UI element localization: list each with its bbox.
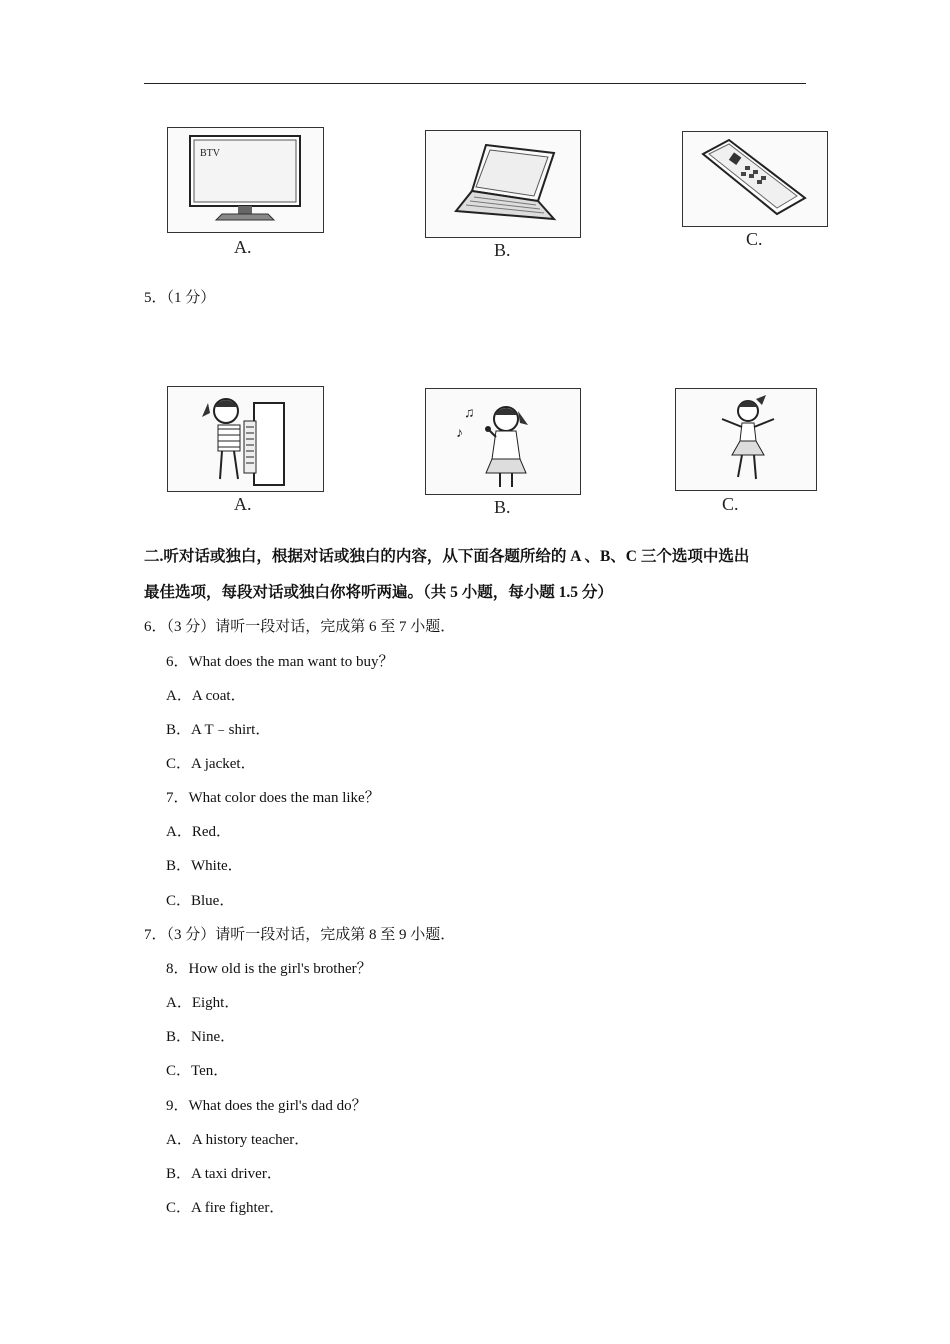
laptop-icon <box>426 131 579 236</box>
phone-icon <box>683 132 826 225</box>
q5-label: 5．（1 分） <box>144 290 216 306</box>
svg-text:♪: ♪ <box>456 426 463 441</box>
q7-sub2-option-b: B．A taxi driver． <box>166 1166 282 1182</box>
q7-sub1-option-b: B．Nine． <box>166 1029 236 1045</box>
q6-sub1-option-b: B．A T﹣shirt． <box>166 722 271 738</box>
q7-header: 7．（3 分）请听一段对话，完成第 8 至 9 小题． <box>144 927 456 943</box>
q6-sub2-question: 7．What color does the man like？ <box>166 790 380 806</box>
header-rule <box>144 83 806 84</box>
q7-sub1-question: 8．How old is the girl's brother？ <box>166 961 372 977</box>
girl-piano-icon <box>168 387 322 490</box>
tv-screen-text: BTV <box>200 148 220 159</box>
q6-sub2-option-c: C．Blue． <box>166 893 235 909</box>
q6-sub2-option-b: B．White． <box>166 858 243 874</box>
option-a-piano-picture <box>167 386 324 492</box>
option-b2-letter: B. <box>494 497 511 517</box>
girl-dancing-icon <box>676 389 815 489</box>
q6-sub1-option-c: C．A jacket． <box>166 756 256 772</box>
option-a2-letter: A. <box>234 494 252 514</box>
option-c-letter: C. <box>746 229 763 249</box>
section2-heading-line1: 二.听对话或独白，根据对话或独白的内容，从下面各题所给的 A 、B、C 三个选项中选出 <box>144 548 750 565</box>
option-a-letter: A. <box>234 237 252 257</box>
option-b-letter: B. <box>494 240 511 260</box>
q7-sub2-option-c: C．A fire fighter． <box>166 1200 285 1216</box>
option-b-singing-picture <box>425 388 581 495</box>
q7-sub1-option-c: C．Ten． <box>166 1063 229 1079</box>
q7-sub1-option-a: A．Eight． <box>166 995 240 1011</box>
svg-text:♫: ♫ <box>464 406 475 421</box>
q6-sub1-option-a: A．A coat． <box>166 688 246 704</box>
option-a-tv-picture <box>167 127 324 233</box>
girl-singing-icon <box>426 389 579 493</box>
q7-sub2-option-a: A．A history teacher． <box>166 1132 310 1148</box>
option-c2-letter: C. <box>722 494 739 514</box>
q6-sub2-option-a: A．Red． <box>166 824 231 840</box>
q6-header: 6．（3 分）请听一段对话，完成第 6 至 7 小题． <box>144 619 456 635</box>
option-b-laptop-picture <box>425 130 581 238</box>
q6-sub1-question: 6．What does the man want to buy？ <box>166 654 394 670</box>
section2-heading-line2: 最佳选项，每段对话或独白你将听两遍。（共 5 小题，每小题 1.5 分） <box>144 584 613 601</box>
option-c-phone-picture <box>682 131 828 227</box>
q7-sub2-question: 9．What does the girl's dad do？ <box>166 1098 367 1114</box>
tv-icon <box>168 128 322 231</box>
option-c-dancing-picture <box>675 388 817 491</box>
